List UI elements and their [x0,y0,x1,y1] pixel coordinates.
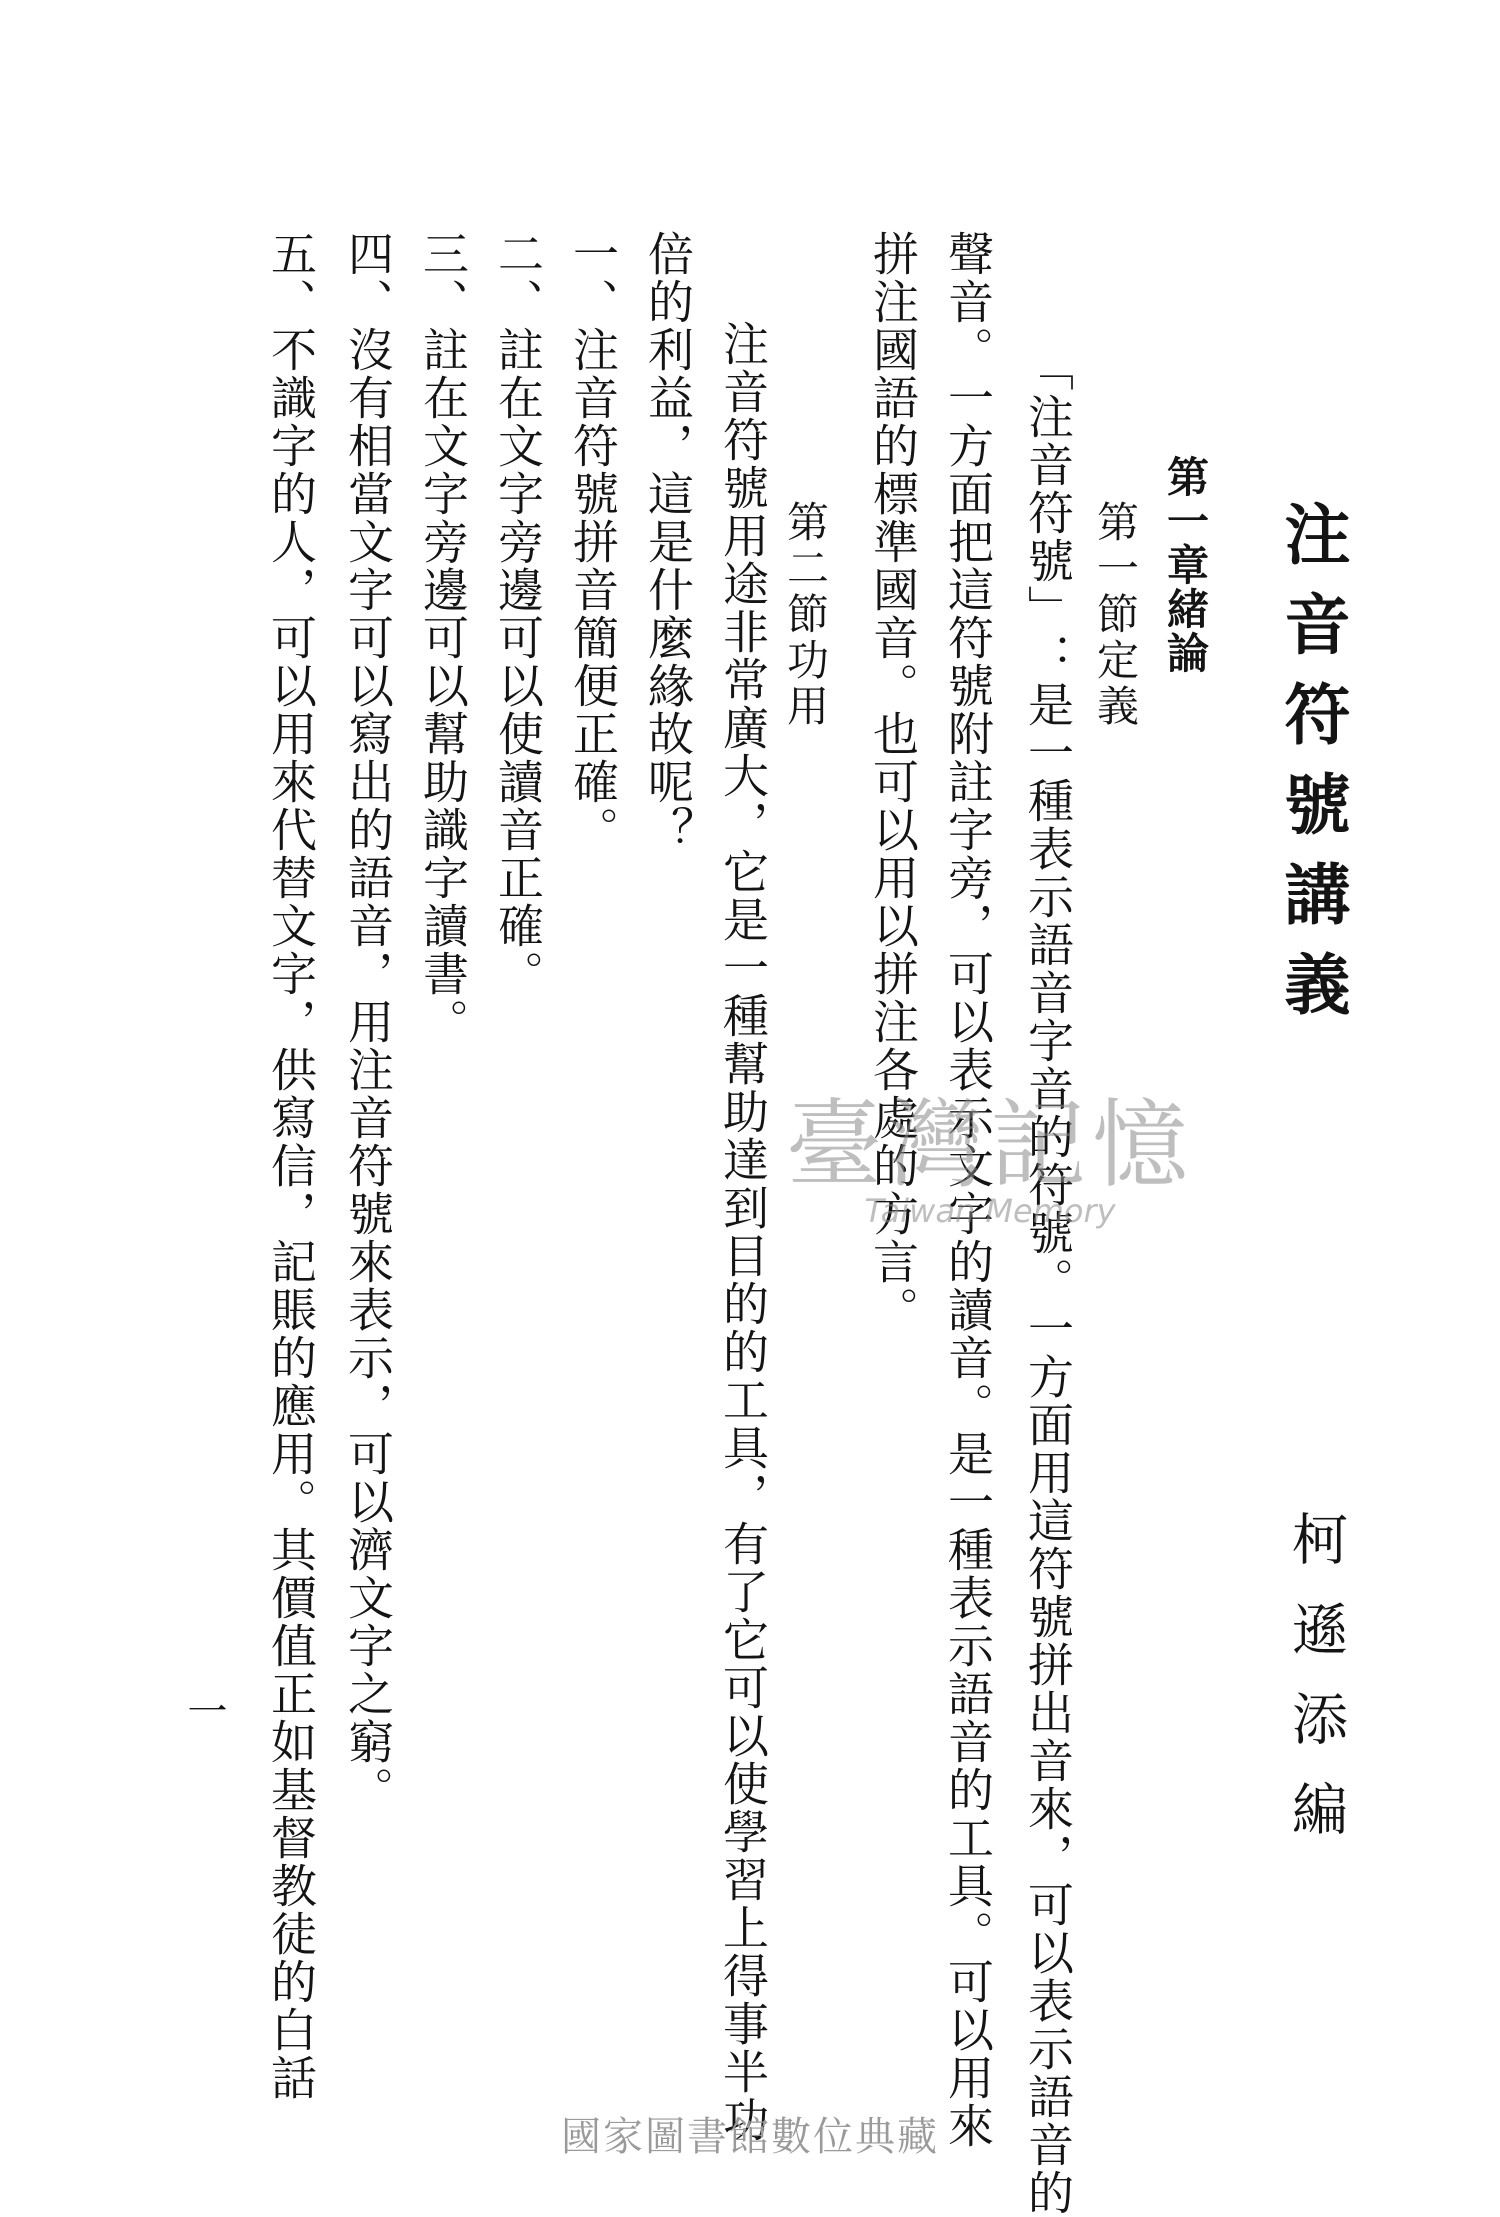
section2-line-2: 倍的利益，這是什麼緣故呢？ [641,230,695,854]
watermark-logo: 臺灣記憶 [786,1089,1194,1201]
page-number: 一 [181,1690,227,1730]
section1-heading: 第一節定義 [1091,500,1140,730]
list-item-3: 三、註在文字旁邊可以幫助識字讀書。 [416,230,470,1046]
list-item-5: 五、不識字的人，可以用來代替文字，供寫信，記賬的應用。其價值正如基督教徒的白話 [264,230,318,2102]
list-item-1: 一、注音符號拼音簡便正確。 [566,230,620,854]
section2-line-1: 注音符號用途非常廣大，它是一種幫助達到目的的工具，有了它可以使學習上得事半功 [716,320,770,2144]
footer-collection-label: 國家圖書館數位典藏 [561,2114,939,2160]
section1-line-1: 「注音符號」：是一種表示語音字音的符號。一方面用這符號拼出音來，可以表示語音的 [1021,345,1075,2217]
section1-line-3: 拼注國語的標準國音。也可以用以拼注各處的方言。 [866,230,920,1334]
section1-line-2: 聲音。一方面把這符號附註字旁，可以表示文字的讀音。是一種表示語音的工具。可以用來 [941,230,995,2150]
list-item-2: 二、註在文字旁邊可以使讀音正確。 [491,230,545,998]
section2-heading: 第二節功用 [781,500,830,730]
chapter-heading: 第一章緒論 [1161,455,1210,675]
book-title: 注音符號講義 [1273,500,1351,1040]
author: 柯遜添編 [1283,1510,1348,1870]
watermark-text: Taiwan Memory [864,1192,1116,1230]
taiwan-memory-watermark [760,1090,1220,1270]
list-item-4: 四、沒有相當文字可以寫出的語音，用注音符號來表示，可以濟文字之窮。 [341,230,395,1814]
